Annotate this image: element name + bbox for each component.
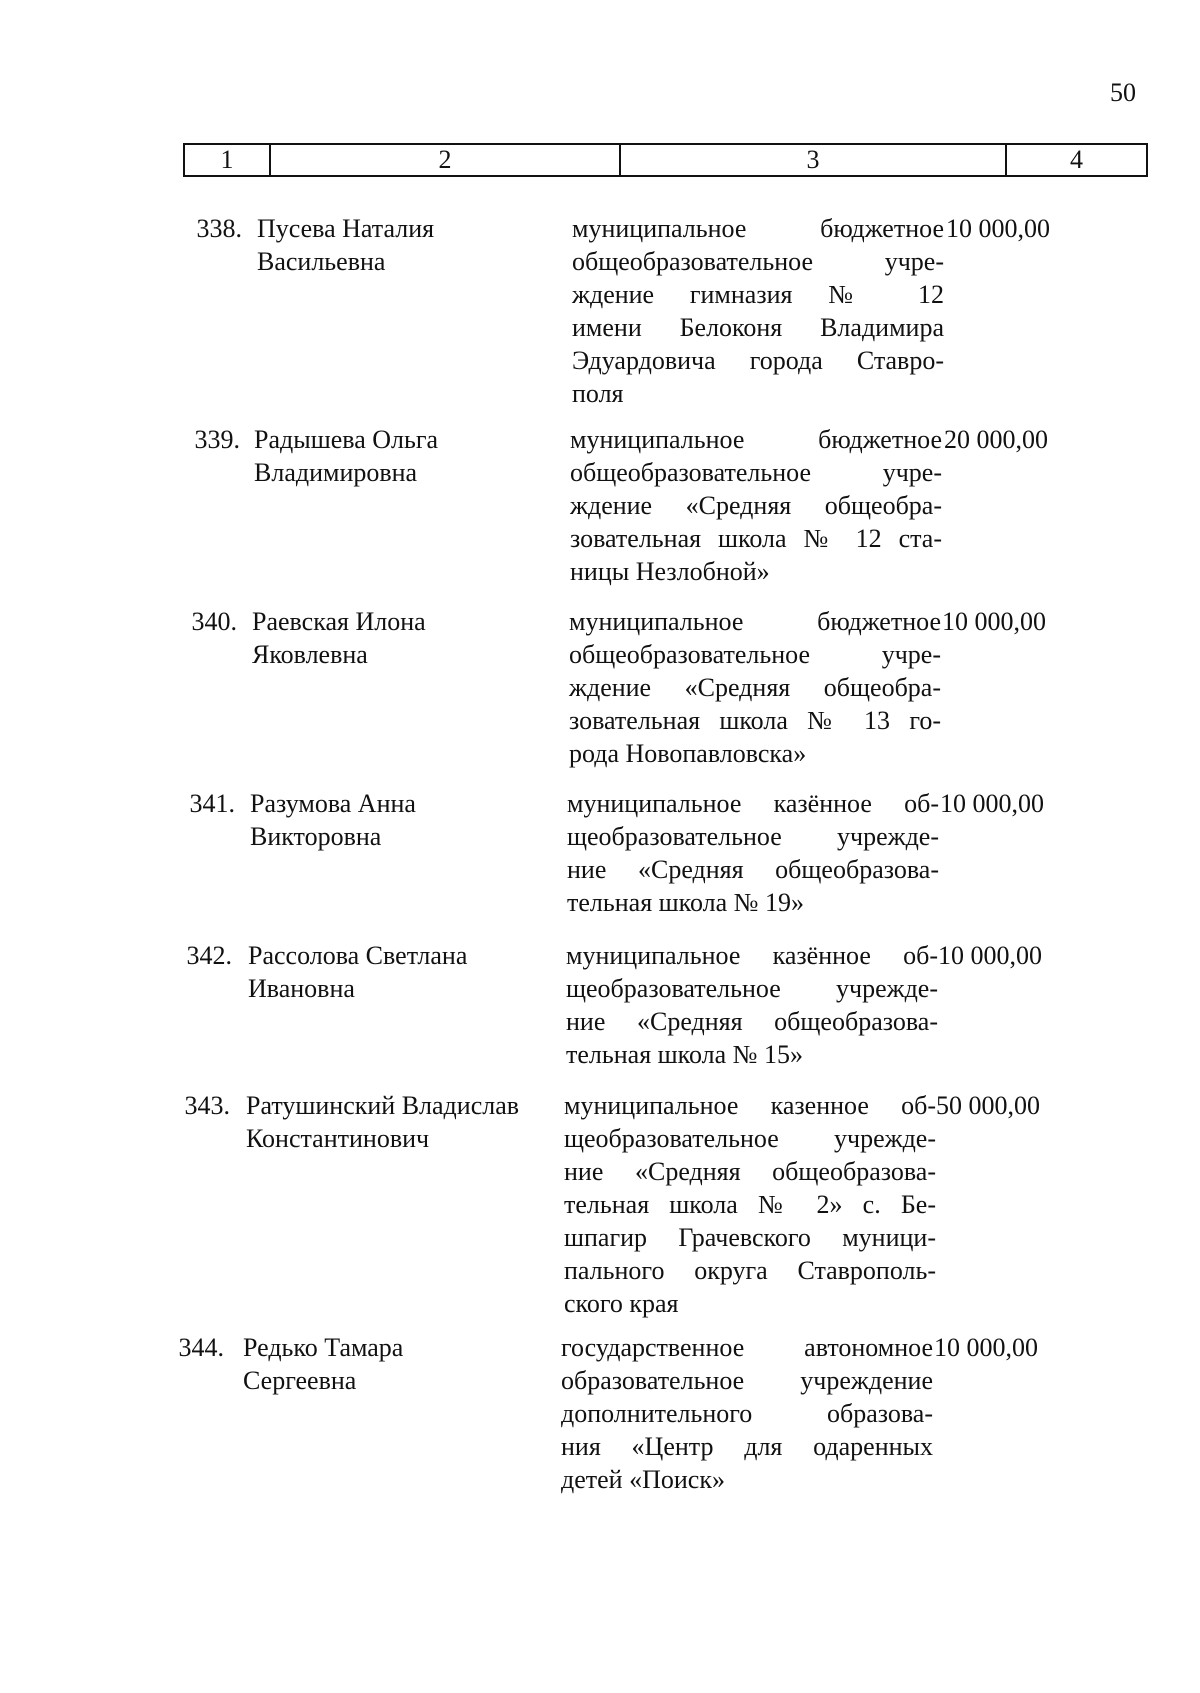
recipient-name-line: Редько Тамара: [243, 1333, 404, 1362]
institution-line: тельная школа № 19»: [567, 888, 804, 917]
institution-line: государственное автономное: [561, 1333, 933, 1362]
institution-line: муниципальное бюджетное: [569, 607, 941, 636]
recipient-name-line: Ивановна: [248, 974, 355, 1003]
institution-line: поля: [572, 379, 624, 408]
institution: [567, 787, 939, 919]
institution: [561, 1331, 933, 1496]
recipient-name-line: Константинович: [246, 1124, 430, 1153]
institution-line: ние «Средняя общеобразова-: [566, 1007, 938, 1036]
row-number: 339.: [194, 425, 240, 454]
header-cell-3: 3: [621, 145, 1007, 175]
institution: [572, 212, 944, 410]
institution: [569, 605, 941, 770]
amount: 10 000,00: [934, 1333, 1038, 1362]
institution-line: ницы Незлобной»: [570, 557, 770, 586]
recipient-name: [252, 605, 552, 671]
institution-line: зовательная школа № 12 ста-: [570, 524, 942, 553]
institution-line: общеобразовательное учре-: [570, 458, 942, 487]
institution-line: муниципальное бюджетное: [570, 425, 942, 454]
institution-line: тельная школа № 15»: [566, 1040, 803, 1069]
row-number: 341.: [189, 789, 235, 818]
institution: [566, 939, 938, 1071]
row-number: 342.: [186, 941, 232, 970]
institution-line: ждение «Средняя общеобра-: [569, 673, 941, 702]
amount: 10 000,00: [938, 941, 1042, 970]
recipient-name: [250, 787, 550, 853]
institution-line: Эдуардовича города Ставро-: [572, 346, 944, 375]
institution-line: ждение «Средняя общеобра-: [570, 491, 942, 520]
recipient-name: [254, 423, 554, 489]
institution-line: тельная школа № 2» с. Бе-: [564, 1190, 936, 1219]
header-cell-4: 4: [1070, 145, 1083, 174]
amount: 50 000,00: [936, 1091, 1040, 1120]
institution-line: общеобразовательное учре-: [572, 247, 944, 276]
institution-line: ние «Средняя общеобразова-: [564, 1157, 936, 1186]
institution-line: муниципальное казенное об-: [564, 1091, 936, 1120]
recipient-name-line: Пусева Наталия: [257, 214, 435, 243]
institution-line: образовательное учреждение: [561, 1366, 933, 1395]
amount: 10 000,00: [946, 214, 1050, 243]
institution-line: ние «Средняя общеобразова-: [567, 855, 939, 884]
recipient-name-line: Яковлевна: [252, 640, 368, 669]
institution-line: дополнительного образова-: [561, 1399, 933, 1428]
institution-line: щеобразовательное учрежде-: [567, 822, 939, 851]
recipient-name-line: Владимировна: [254, 458, 418, 487]
row-number: 340.: [191, 607, 237, 636]
institution-line: щеобразовательное учрежде-: [564, 1124, 936, 1153]
institution: [570, 423, 942, 588]
institution: [564, 1089, 936, 1320]
institution-line: ского края: [564, 1289, 679, 1318]
institution-line: общеобразовательное учре-: [569, 640, 941, 669]
amount: 20 000,00: [944, 425, 1048, 454]
recipient-name-line: Ратушинский Владислав: [246, 1091, 520, 1120]
recipient-name: [257, 212, 557, 278]
recipient-name-line: Раевская Илона: [252, 607, 426, 636]
recipient-name-line: Рассолова Светлана: [248, 941, 468, 970]
amount: 10 000,00: [942, 607, 1046, 636]
row-number: 344.: [178, 1333, 224, 1362]
institution-line: детей «Поиск»: [561, 1465, 725, 1494]
recipient-name-line: Викторовна: [250, 822, 382, 851]
institution-line: зовательная школа № 13 го-: [569, 706, 941, 735]
recipient-name: [248, 939, 548, 1005]
institution-line: имени Белоконя Владимира: [572, 313, 944, 342]
institution-line: муниципальное бюджетное: [572, 214, 944, 243]
recipient-name-line: Сергеевна: [243, 1366, 357, 1395]
header-cell-1: 1: [185, 145, 271, 175]
institution-line: шпагир Грачевского муници-: [564, 1223, 936, 1252]
institution-line: муниципальное казённое об-: [567, 789, 939, 818]
recipient-name-line: Радышева Ольга: [254, 425, 439, 454]
recipient-name-line: Васильевна: [257, 247, 386, 276]
institution-line: пального округа Ставрополь-: [564, 1256, 936, 1285]
recipient-name: [246, 1089, 546, 1155]
amount: 10 000,00: [940, 789, 1044, 818]
recipient-name-line: Разумова Анна: [250, 789, 416, 818]
row-number: 343.: [184, 1091, 230, 1120]
recipient-name: [243, 1331, 543, 1397]
table-header: [183, 143, 1148, 177]
header-cell-2: 2: [271, 145, 621, 175]
institution-line: щеобразовательное учрежде-: [566, 974, 938, 1003]
institution-line: муниципальное казённое об-: [566, 941, 938, 970]
page-number: 50: [1110, 78, 1136, 107]
institution-line: ждение гимназия № 12: [572, 280, 944, 309]
row-number: 338.: [196, 214, 242, 243]
institution-line: рода Новопавловска»: [569, 739, 807, 768]
institution-line: ния «Центр для одаренных: [561, 1432, 933, 1461]
